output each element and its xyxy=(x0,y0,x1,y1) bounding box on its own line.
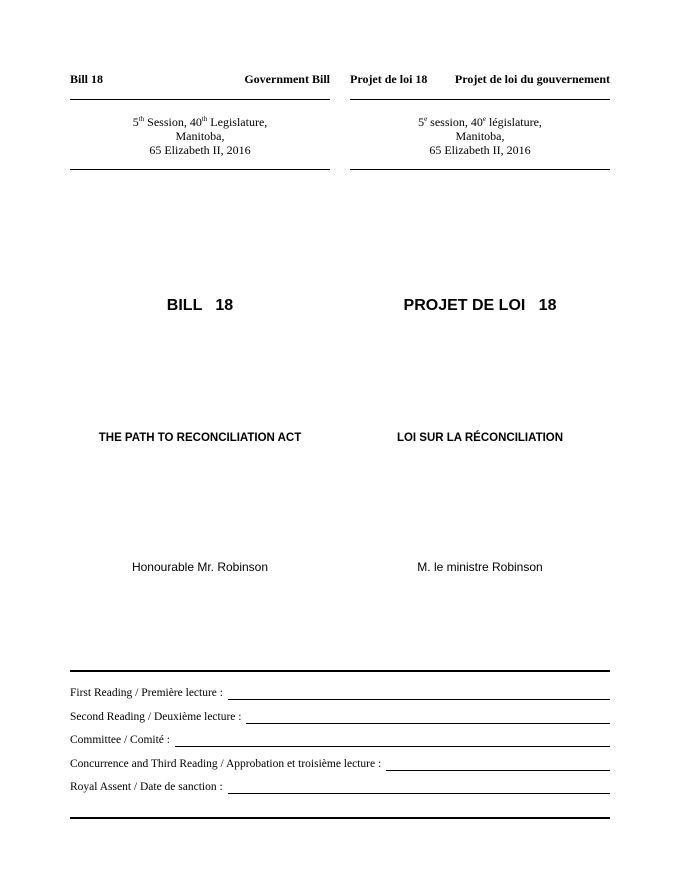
committee-line xyxy=(175,735,610,747)
sponsor-french: M. le ministre Robinson xyxy=(417,560,543,574)
second-reading-label: Second Reading / Deuxième lecture : xyxy=(70,711,245,723)
readings-top-rule xyxy=(70,670,610,672)
year-line: 65 Elizabeth II, 2016 xyxy=(149,143,251,157)
royal-assent-line xyxy=(228,782,610,794)
royal-assent-row xyxy=(70,780,610,794)
header-french xyxy=(350,72,610,86)
session-info-english xyxy=(70,115,330,157)
session-info-french xyxy=(350,115,610,157)
bill-type-label-fr: Projet de loi du gouvernement xyxy=(454,72,610,86)
act-title-french: LOI SUR LA RÉCONCILIATION xyxy=(396,432,564,444)
second-reading-line xyxy=(246,712,610,724)
third-reading-row xyxy=(70,757,610,771)
session-rule-left xyxy=(70,169,330,170)
header-rule-right xyxy=(350,99,610,100)
session-line-fr: 5e session, 40e législature, xyxy=(418,115,542,129)
readings-bottom-rule xyxy=(70,817,610,819)
bill-heading-french: PROJET DE LOI 18 xyxy=(403,297,557,314)
province-line-fr: Manitoba, xyxy=(455,129,505,143)
committee-label: Committee / Comité : xyxy=(70,734,173,746)
act-title-english: THE PATH TO RECONCILIATION ACT xyxy=(98,432,302,444)
first-reading-line xyxy=(228,688,610,700)
bill-type-label: Government Bill xyxy=(244,72,330,86)
year-line-fr: 65 Elizabeth II, 2016 xyxy=(429,143,531,157)
bill-number-label: Bill 18 xyxy=(70,72,104,86)
first-reading-row xyxy=(70,686,610,700)
second-reading-row xyxy=(70,710,610,724)
third-reading-label: Concurrence and Third Reading / Approbation et troisième lecture : xyxy=(70,758,385,770)
sponsor-english: Honourable Mr. Robinson xyxy=(131,560,269,574)
province-line: Manitoba, xyxy=(175,129,225,143)
committee-row xyxy=(70,733,610,747)
header-english xyxy=(70,72,330,86)
first-reading-label: First Reading / Première lecture : xyxy=(70,687,226,699)
session-line: 5th Session, 40th Legislature, xyxy=(132,115,268,129)
bill-number-label-fr: Projet de loi 18 xyxy=(350,72,428,86)
royal-assent-label: Royal Assent / Date de sanction : xyxy=(70,781,226,793)
bill-heading-english: BILL 18 xyxy=(166,297,234,314)
third-reading-line xyxy=(386,759,610,771)
header-rule-left xyxy=(70,99,330,100)
session-rule-right xyxy=(350,169,610,170)
